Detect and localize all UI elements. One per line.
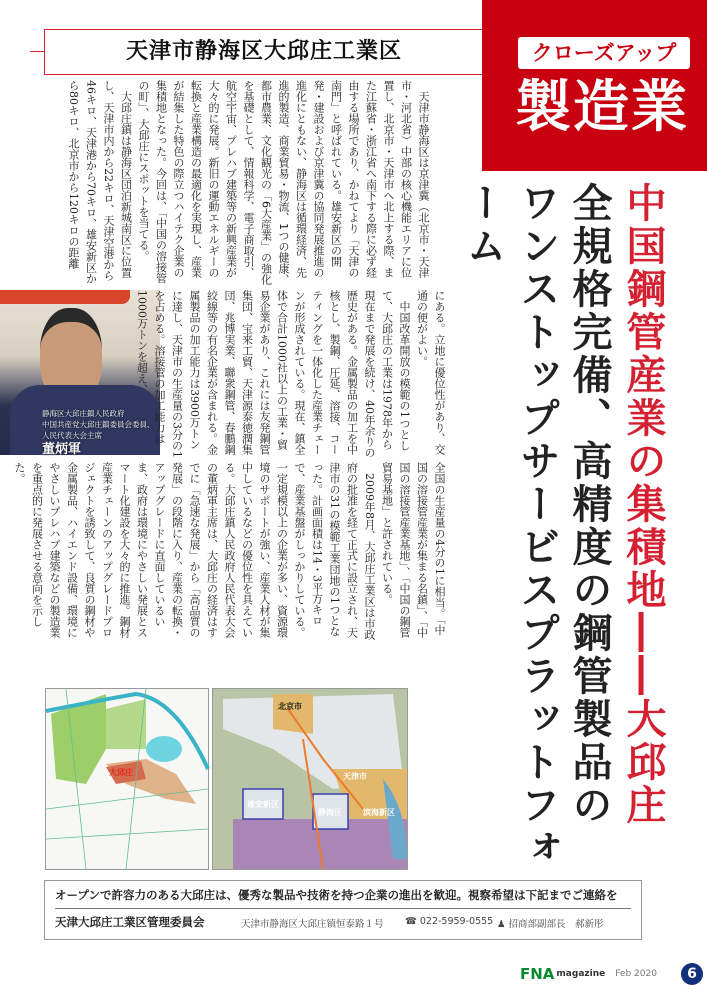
regional-map [212, 688, 408, 870]
article-paragraph-2: 中国改革開放の模範の1つとして、大邱庄の工業は1978年から現在まで発展を続け、40年余りの歴史がある。金属製品の加工を中核とし、製鋼、圧延、溶接、コーティングを一体化した産業チェーンが形成されている。現在、鎮全体で合計1000社以上の工業・貿易企業があり、これには友発鋼管集団、宝来工貿、天津源泰徳潤集団、兆博実業、聯衆鋼管、春鵬鋼絞線等の有名企業が含まれる。金属製品の加工能力は3900万トンに達し、天津市の生産量の3分の1を占める。溶接管の加工能力は1000万トンを超え、 [135, 290, 411, 458]
contact-address: 天津市静海区大邱庄镇恒泰路１号 [241, 919, 384, 930]
district-map-graphic [46, 689, 208, 869]
article-paragraph-1-cont: にある。立地に優位性があり、交通の便がよい。 [415, 290, 446, 455]
article-block-1 [6, 80, 432, 286]
phone-icon: ☎ [405, 916, 420, 927]
brand-suffix: magazine [556, 969, 606, 979]
map-label: 雄安新区 [247, 800, 279, 809]
map-label: 天津市 [343, 772, 367, 781]
contact-person [497, 916, 604, 930]
article-paragraph-1: 大邱庄鎮は静海区団泊新城南区に位置し、天津市内から22キロ、天津空港から46キロ、天津港から70キロ、雄安新区から80キロ、北京市から120キロの距離 [67, 80, 133, 284]
page-title: 天津市静海区大邱庄工業区 [44, 29, 483, 75]
contact-organization: 天津大邱庄工業区管理委員会 [55, 915, 205, 929]
caption-line: 人民代表大会主席 [42, 431, 102, 440]
regional-map-graphic [213, 689, 407, 869]
caption-line: 中国共産党大邱庄鎮委員会委員、 [42, 420, 155, 429]
map-label: 静海区 [318, 808, 342, 817]
page-number: 6 [681, 963, 703, 985]
issue-date: Feb 2020 [615, 969, 657, 979]
headline-sub-2: ワンストップサービスプラットフォーム [460, 182, 560, 870]
contact-message: オープンで許容力のある大邱庄は、優秀な製品や技術を持つ企業の進出を歓迎。視察希望は下記までご連絡を [55, 888, 618, 902]
person-icon: ♟ [497, 919, 509, 930]
article-block-3 [13, 462, 448, 642]
title-rule [30, 51, 44, 52]
closeup-badge: クローズアップ [518, 37, 690, 69]
map-label: 滨海新区 [363, 808, 395, 817]
map-label: 北京市 [278, 702, 302, 711]
page-footer [520, 963, 703, 985]
section-banner [482, 0, 707, 171]
phone-number: 022-5959-0555 [419, 916, 494, 927]
article-block-2 [135, 290, 448, 458]
contact-phone [405, 916, 493, 927]
article-paragraph-3: 2009年8月、大邱庄工業区は市政府の批准を経て正式に設立され、天津市の31の模範工業団地の1つとなった。計画面積は14・3平方キロで、産業基盤がしっかりしている。一定規模以上の企業が多い、資源環境のサポートが強い、産業人材が集中しているなどの優位性を具えている。大邱庄鎮人民政府人民代表大会の董炳軍主席は、大邱庄の経済はすでに「急速な発展」から「高品質の発展」の段階に入り、産業の転換・アップグレードに直面しているいま、政府は環境にやさしい発展とスマート化建設を大々的に推進。鋼材産業チェーンのアップグレードプロジェクトを誘致して、良質の鋼材や金属製品、ハイエンド設備、環境にやさしいプレハブ建築などの製造業を重点的に発展させる意向を示した。 [13, 462, 376, 640]
article-paragraph-2-cont: 全国の生産量の4分の1に相当。「中国の溶接管産業が集まる名鎮」、「中国の溶接管産業基地」、「中国の鋼管貿易基地」と許されている。 [380, 462, 446, 638]
caption-name: 董炳軍 [42, 442, 82, 457]
section-title: 製造業 [515, 75, 689, 140]
headline-sub-1: 全規格完備、高精度の鋼管製品の [566, 182, 612, 827]
headline-main: 中国鋼管産業の集積地――大邱庄 [620, 182, 666, 827]
article-lead: 天津市静海区は京津冀（北京市・天津市・河北省）中部の核心機能エリアに位置し、北京市・天津市へ北上する際、また江蘇省・浙江省へ南下する際に必ず経由する場所であり、かねてより「天津の南門」と呼ばれている。雄安新区の開発・建設および京津冀の協同発展推進の進化にともない、静海区は循環経済、先進的製造、商業貿易・物流、1つの健康、都市農業、文化観光の「6大産業」の強化を基礎として、情報科学、電子商取引、航空宇宙、プレハブ建築等の新興産業が大々的に発展。新旧の運動エネルギーの転換と産業構造の最適化を実現し、産業が結集した特色の際立つハイテク企業の集積地となった。今回は、「中国の溶接管の町」、大邱庄にスポットを当てる。 [137, 80, 430, 285]
brand-logo: FNA [520, 965, 555, 983]
person-name: 招商部副部長 郝新彤 [508, 919, 604, 930]
contact-box [44, 880, 642, 940]
district-map [45, 688, 209, 870]
map-label: 大邱庄 [109, 768, 133, 777]
caption-line: 静海区大邱庄鎮人民政府 [42, 409, 125, 418]
divider [55, 908, 631, 909]
photo-banner [0, 290, 130, 304]
